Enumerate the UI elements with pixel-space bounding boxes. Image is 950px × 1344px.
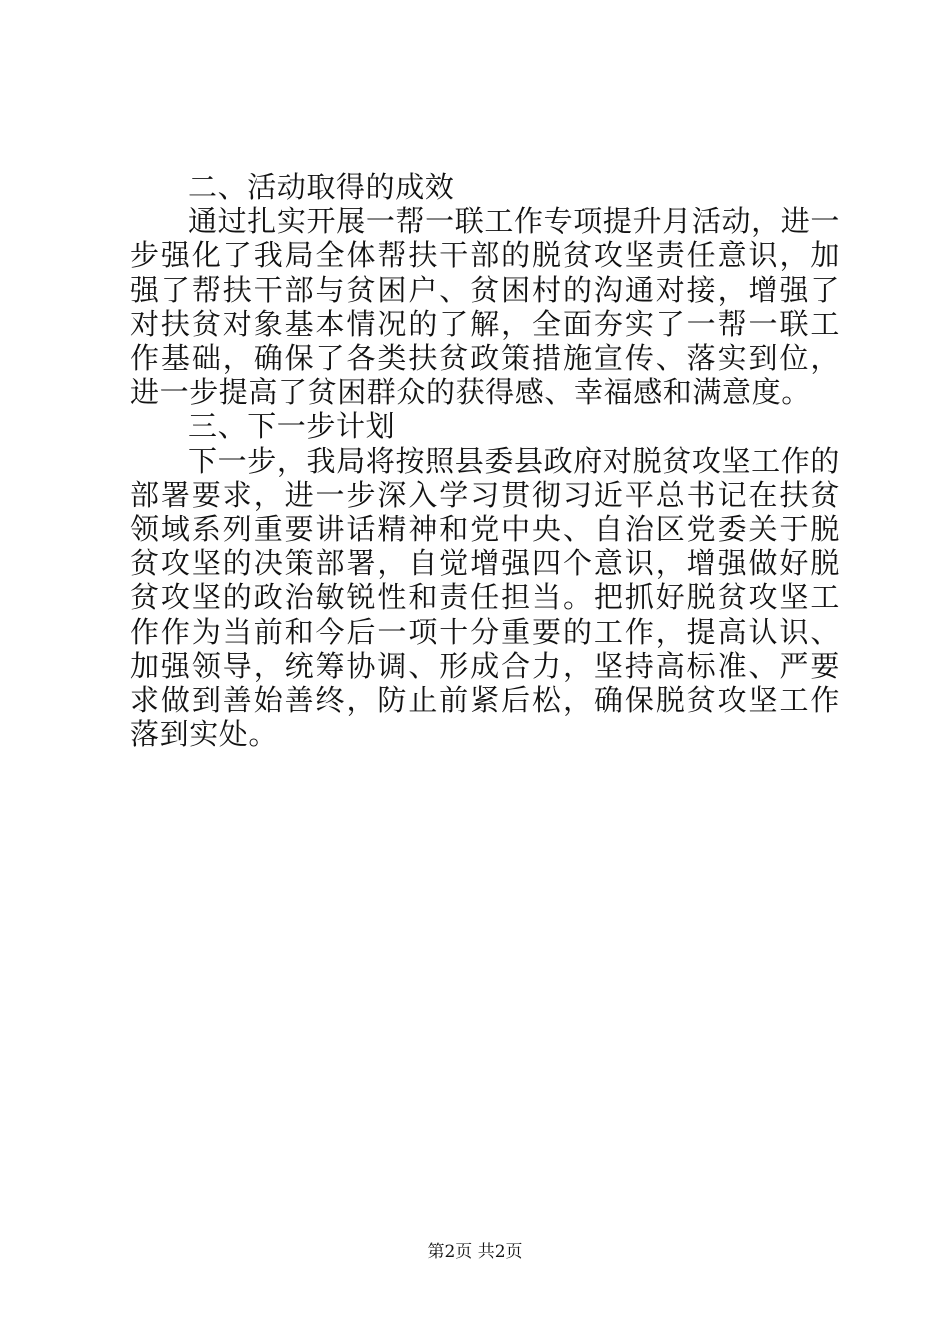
page-number-footer: 第2页 共2页 (427, 1242, 523, 1262)
section-heading-results: 二、活动取得的成效 (188, 170, 455, 204)
section-body-results: 通过扎实开展一帮一联工作专项提升月活动，进一步强化了我局全体帮扶干部的脱贫攻坚责任意识，加强了帮扶干部与贫困户、贫困村的沟通对接，增强了对扶贫对象基本情况的了解，全面夯实了一帮一联工作基础，确保了各类扶贫政策措施宣传、落实到位，进一步提高了贫困群众的获得感、幸福感和满意度。 (130, 204, 840, 410)
section-body-next-plan: 下一步，我局将按照县委县政府对脱贫攻坚工作的部署要求，进一步深入学习贯彻习近平总书记在扶贫领域系列重要讲话精神和党中央、自治区党委关于脱贫攻坚的决策部署，自觉增强四个意识，增强做好脱贫攻坚的政治敏锐性和责任担当。把抓好脱贫攻坚工作作为当前和今后一项十分重要的工作，提高认识、加强领导，统筹协调、形成合力，坚持高标准、严要求做到善始善终，防止前紧后松，确保脱贫攻坚工作落到实处。 (130, 443, 840, 752)
document-body (130, 170, 840, 751)
section-heading-next-plan: 三、下一步计划 (188, 409, 396, 444)
